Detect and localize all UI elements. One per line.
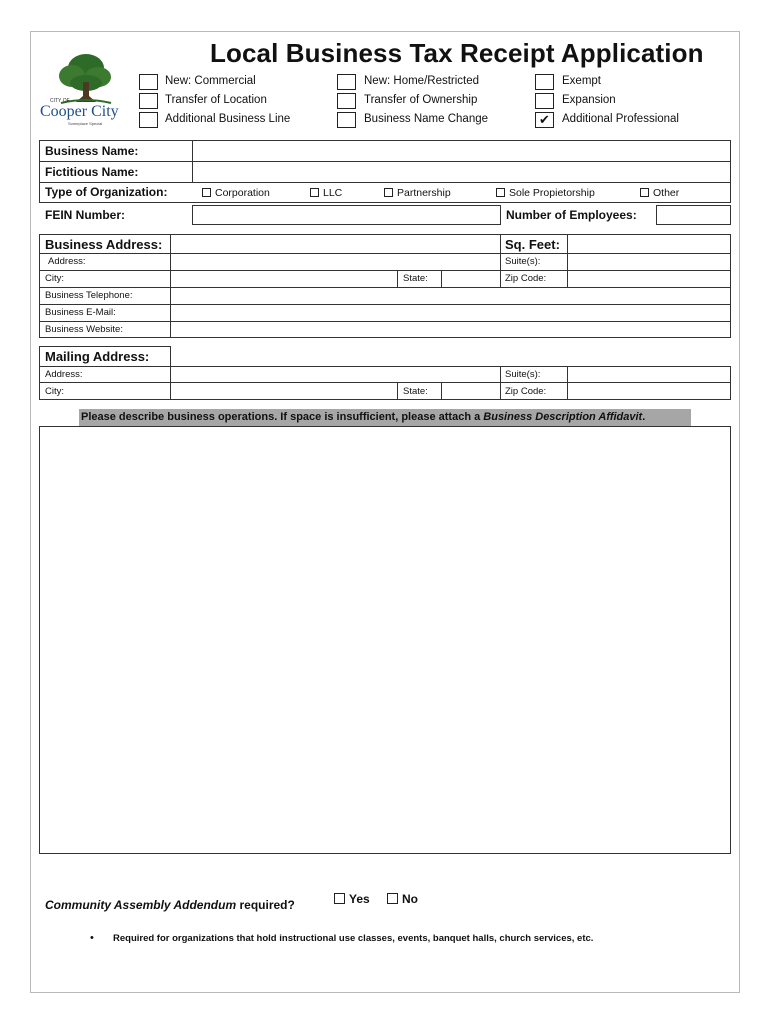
business-name-label: Business Name:	[45, 144, 139, 158]
business-address-input[interactable]	[171, 254, 499, 270]
llc-checkbox[interactable]	[310, 188, 319, 197]
additional-professional-label: Additional Professional	[562, 113, 679, 125]
business-email-label: Business E-Mail:	[45, 307, 116, 318]
addendum-question: Community Assembly Addendum required?	[45, 898, 295, 912]
exempt-checkbox[interactable]	[535, 74, 554, 90]
business-name-change-label: Business Name Change	[364, 113, 489, 125]
business-email-input[interactable]	[171, 305, 730, 321]
business-suites-input[interactable]	[568, 254, 730, 270]
business-suites-label: Suite(s):	[505, 256, 541, 267]
transfer-ownership-label: Transfer of Ownership	[364, 94, 478, 106]
new-home-restricted-checkbox[interactable]	[337, 74, 356, 90]
affidavit-link-text: Business Description Affidavit	[483, 411, 643, 423]
transfer-location-checkbox[interactable]	[139, 93, 158, 109]
mailing-state-input[interactable]	[442, 383, 500, 399]
num-employees-label: Number of Employees:	[506, 208, 637, 222]
additional-professional-checkbox[interactable]: ✔	[535, 112, 554, 128]
org-corporation-option[interactable]: Corporation	[202, 187, 270, 199]
sq-feet-label: Sq. Feet:	[505, 237, 560, 252]
mailing-address-input[interactable]	[171, 367, 499, 382]
business-city-input[interactable]	[171, 271, 397, 287]
business-name-input[interactable]	[194, 141, 730, 161]
fein-input[interactable]	[192, 205, 501, 225]
sole-proprietorship-checkbox[interactable]	[496, 188, 505, 197]
bullet-icon: •	[90, 932, 94, 944]
business-state-label: State:	[403, 273, 428, 284]
mailing-suites-input[interactable]	[568, 367, 730, 382]
mailing-address-heading: Mailing Address:	[45, 349, 150, 364]
exempt-label: Exempt	[562, 75, 601, 87]
fictitious-name-input[interactable]	[194, 162, 730, 182]
org-partnership-option[interactable]: Partnership	[384, 187, 451, 199]
partnership-checkbox[interactable]	[384, 188, 393, 197]
corporation-checkbox[interactable]	[202, 188, 211, 197]
addendum-yes-option[interactable]: Yes	[334, 892, 370, 906]
addendum-note: Required for organizations that hold instructional use classes, events, banquet halls, church services, etc.	[113, 933, 594, 944]
yes-checkbox[interactable]	[334, 893, 345, 904]
new-commercial-label: New: Commercial	[165, 75, 256, 87]
description-instructions: Please describe business operations. If space is insufficient, please attach a Business Description Affidavit.	[79, 409, 691, 426]
business-city-label: City:	[45, 273, 64, 284]
business-state-input[interactable]	[442, 271, 500, 287]
mailing-suites-label: Suite(s):	[505, 369, 541, 380]
business-address-line-input[interactable]	[171, 235, 499, 253]
expansion-checkbox[interactable]	[535, 93, 554, 109]
business-address-heading: Business Address:	[45, 237, 163, 252]
additional-business-line-label: Additional Business Line	[165, 113, 291, 125]
mailing-city-input[interactable]	[171, 383, 397, 399]
transfer-location-label: Transfer of Location	[165, 94, 267, 106]
business-name-change-checkbox[interactable]	[337, 112, 356, 128]
mailing-city-label: City:	[45, 386, 64, 397]
logo-small-text: CITY OF	[50, 98, 70, 104]
business-telephone-input[interactable]	[171, 288, 730, 304]
business-description-textarea[interactable]	[39, 426, 731, 854]
new-home-restricted-label: New: Home/Restricted	[364, 75, 480, 87]
page-title: Local Business Tax Receipt Application	[210, 38, 704, 68]
logo-city-name: Cooper City	[40, 103, 119, 120]
business-address-label: Address:	[48, 256, 86, 267]
mailing-zip-input[interactable]	[568, 383, 730, 399]
business-zip-input[interactable]	[568, 271, 730, 287]
addendum-no-option[interactable]: No	[387, 892, 418, 906]
org-sole-proprietorship-option[interactable]: Sole Propietorship	[496, 187, 595, 199]
mailing-state-label: State:	[403, 386, 428, 397]
mailing-zip-label: Zip Code:	[505, 386, 547, 397]
business-telephone-label: Business Telephone:	[45, 290, 133, 301]
org-other-option[interactable]: Other	[640, 187, 679, 199]
type-of-organization-label: Type of Organization:	[45, 185, 168, 199]
other-checkbox[interactable]	[640, 188, 649, 197]
logo-tagline: Someplace Special	[68, 121, 103, 126]
business-website-label: Business Website:	[45, 324, 123, 335]
business-zip-label: Zip Code:	[505, 273, 547, 284]
expansion-label: Expansion	[562, 94, 616, 106]
additional-business-line-checkbox[interactable]	[139, 112, 158, 128]
num-employees-input[interactable]	[656, 205, 731, 225]
transfer-ownership-checkbox[interactable]	[337, 93, 356, 109]
fictitious-name-label: Fictitious Name:	[45, 165, 139, 179]
sq-feet-input[interactable]	[568, 235, 730, 253]
fein-label: FEIN Number:	[45, 208, 126, 222]
new-commercial-checkbox[interactable]	[139, 74, 158, 90]
business-website-input[interactable]	[171, 322, 730, 338]
city-logo	[36, 50, 131, 130]
no-checkbox[interactable]	[387, 893, 398, 904]
org-llc-option[interactable]: LLC	[310, 187, 342, 199]
mailing-address-label: Address:	[45, 369, 83, 380]
